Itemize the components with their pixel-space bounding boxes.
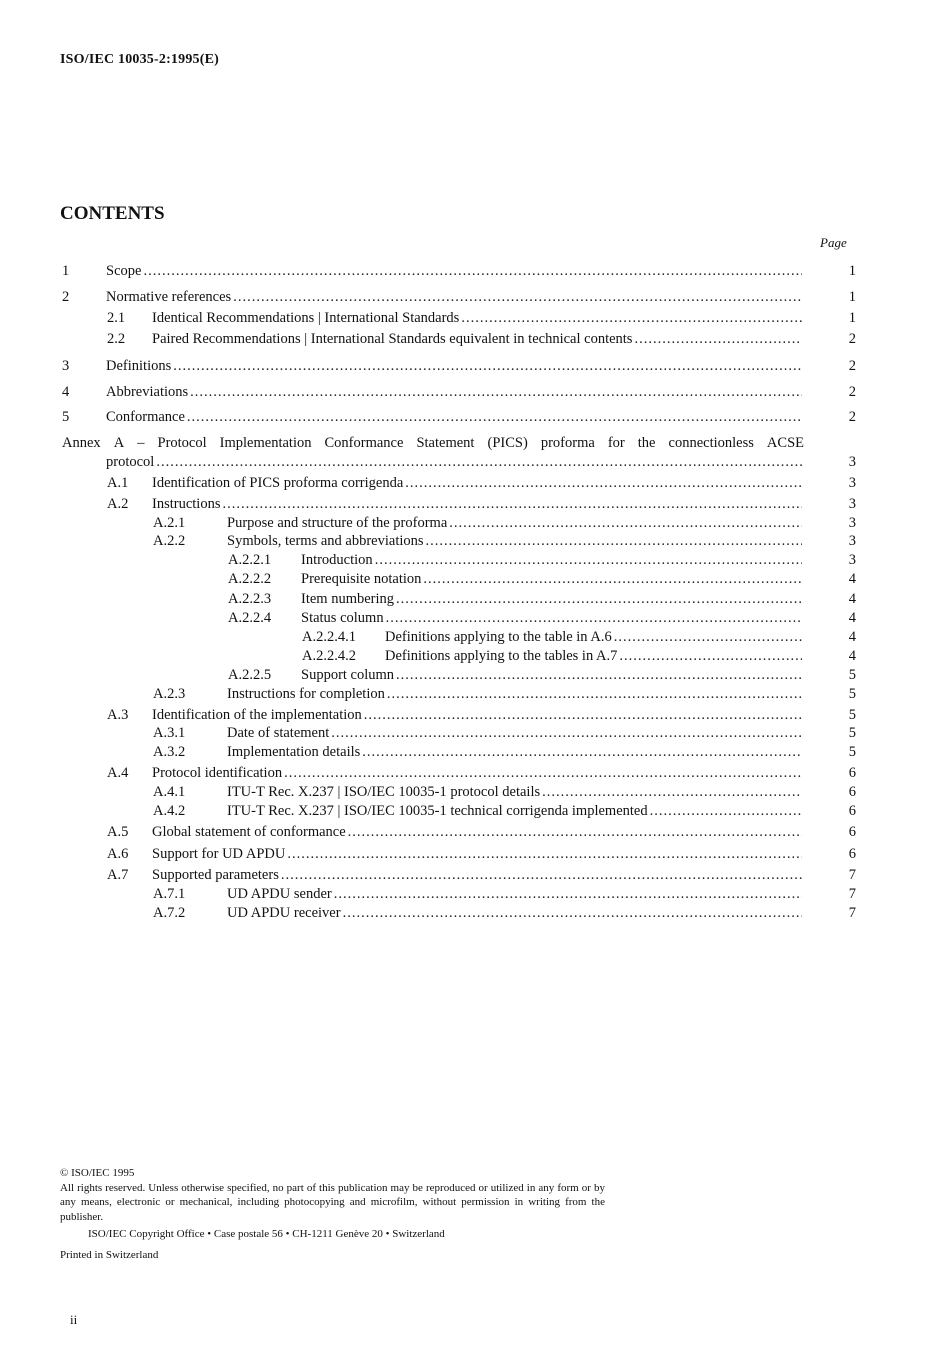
dot-leader (364, 706, 802, 725)
toc-entry-number: 3 (62, 358, 70, 374)
toc-entry[interactable] (0, 532, 950, 551)
toc-entry-page: 5 (848, 707, 856, 723)
toc-entry-title: Global statement of conformance (152, 824, 346, 840)
toc-entry-page: 6 (848, 803, 856, 819)
toc-entry-page: 6 (848, 765, 856, 781)
toc-entry[interactable] (0, 764, 950, 783)
toc-entry-number: 4 (62, 384, 70, 400)
document-id-header: ISO/IEC 10035-2:1995(E) (60, 52, 219, 67)
toc-entry-page: 1 (848, 289, 856, 305)
dot-leader (542, 783, 802, 802)
toc-entry-page: 3 (848, 552, 856, 568)
toc-entry-title: Definitions applying to the table in A.6 (385, 629, 612, 645)
dot-leader (348, 823, 802, 842)
toc-entry-title: Definitions applying to the tables in A.7 (385, 648, 618, 664)
toc-entry-page: 4 (848, 629, 856, 645)
dot-leader (331, 724, 802, 743)
dot-leader (614, 628, 802, 647)
toc-entry-number: A.3.2 (153, 744, 186, 760)
toc-entry[interactable] (0, 685, 950, 704)
toc-entry-title: ITU-T Rec. X.237 | ISO/IEC 10035-1 protocol details (227, 784, 541, 800)
toc-entry-title: Normative references (106, 289, 232, 305)
toc-entry-number: A.7.2 (153, 905, 186, 921)
toc-entry-title: Support for UD APDU (152, 846, 286, 862)
toc-entry-page: 7 (848, 867, 856, 883)
dot-leader (423, 570, 802, 589)
toc-entry[interactable] (0, 288, 950, 307)
dot-leader (449, 514, 802, 533)
toc-entry-page: 7 (848, 905, 856, 921)
toc-entry[interactable] (0, 802, 950, 821)
toc-entry-number: A.4.1 (153, 784, 186, 800)
toc-entry-number: A.4 (107, 765, 129, 781)
toc-entry-number: A.2.2.2 (228, 571, 272, 587)
toc-entry[interactable] (0, 783, 950, 802)
toc-entry[interactable] (0, 309, 950, 328)
toc-entry-title: Status column (301, 610, 384, 626)
toc-entry-title: UD APDU sender (227, 886, 332, 902)
toc-entry-number: A.2.2.5 (228, 667, 272, 683)
annex-heading-word: proforma (540, 435, 595, 451)
annex-heading-word: the (637, 435, 656, 451)
toc-entry-page: 2 (848, 331, 856, 347)
toc-entry-title: Paired Recommendations | International Standards equivalent in technical contents (152, 331, 633, 347)
toc-entry-number: A.2.2.1 (228, 552, 272, 568)
toc-entry-title: Purpose and structure of the proforma (227, 515, 448, 531)
toc-entry-number: A.7.1 (153, 886, 186, 902)
toc-entry-title: Definitions (106, 358, 172, 374)
toc-entry-title: Instructions (152, 496, 221, 512)
toc-entry-page: 6 (848, 824, 856, 840)
toc-entry-page: 4 (848, 571, 856, 587)
toc-entry-page: 5 (848, 667, 856, 683)
toc-entry-page: 4 (848, 591, 856, 607)
toc-entry-title: Identical Recommendations | International Standards (152, 310, 460, 326)
toc-entry-page: 4 (848, 610, 856, 626)
dot-leader (287, 845, 802, 864)
toc-entry-number: A.3.1 (153, 725, 186, 741)
toc-entry[interactable] (0, 570, 950, 589)
page-column-label: Page (820, 235, 847, 250)
toc-entry[interactable] (0, 474, 950, 493)
dot-leader (396, 590, 802, 609)
toc-entry-number: A.5 (107, 824, 129, 840)
dot-leader (634, 330, 802, 349)
dot-leader (619, 647, 802, 666)
toc-entry-title: Supported parameters (152, 867, 279, 883)
dot-leader (396, 666, 802, 685)
toc-entry-number: A.2.2.4 (228, 610, 272, 626)
toc-entry-title: Abbreviations (106, 384, 189, 400)
copyright-office-address: ISO/IEC Copyright Office • Case postale 56 • CH-1211 Genève 20 • Switzerland (88, 1228, 445, 1240)
toc-entry-number: A.2.1 (153, 515, 186, 531)
toc-entry-number: A.6 (107, 846, 129, 862)
toc-entry-page: 1 (848, 310, 856, 326)
toc-entry-page: 2 (848, 358, 856, 374)
dot-leader (173, 357, 802, 376)
toc-entry-number: 5 (62, 409, 70, 425)
contents-heading: CONTENTS (60, 203, 165, 224)
toc-entry-number: A.4.2 (153, 803, 186, 819)
dot-leader (387, 685, 802, 704)
toc-entry[interactable] (0, 514, 950, 533)
toc-entry[interactable] (0, 383, 950, 402)
toc-entry-title: Identification of PICS proforma corrigenda (152, 475, 404, 491)
dot-leader (405, 474, 802, 493)
toc-entry-title: Identification of the implementation (152, 707, 362, 723)
toc-entry[interactable] (0, 551, 950, 570)
toc-entry-page: 2 (848, 409, 856, 425)
toc-entry-page: 4 (848, 648, 856, 664)
toc-entry-title: ITU-T Rec. X.237 | ISO/IEC 10035-1 technical corrigenda implemented (227, 803, 648, 819)
toc-entry-number: A.7 (107, 867, 129, 883)
toc-entry-title: Prerequisite notation (301, 571, 422, 587)
toc-entry-page: 6 (848, 846, 856, 862)
toc-entry-number: A.3 (107, 707, 129, 723)
dot-leader (233, 288, 802, 307)
toc-entry[interactable] (0, 590, 950, 609)
toc-entry-page: 2 (848, 384, 856, 400)
dot-leader (650, 802, 802, 821)
toc-entry-number: 2.2 (107, 331, 126, 347)
dot-leader (461, 309, 802, 328)
toc-entry-page: 3 (848, 454, 856, 470)
toc-entry[interactable] (0, 724, 950, 743)
toc-entry-page: 3 (848, 475, 856, 491)
annex-heading-word: Protocol (157, 435, 207, 451)
toc-entry-title: Item numbering (301, 591, 395, 607)
dot-leader (281, 866, 802, 885)
annex-heading-word: – (137, 435, 145, 451)
dot-leader (426, 532, 802, 551)
annex-heading-word: Annex (62, 435, 101, 451)
dot-leader (343, 904, 802, 923)
toc-entry-page: 5 (848, 725, 856, 741)
toc-entry[interactable] (0, 453, 950, 472)
printed-in-line: Printed in Switzerland (60, 1249, 159, 1261)
annex-heading-word: A (113, 435, 125, 451)
toc-entry[interactable] (0, 823, 950, 842)
dot-leader (375, 551, 802, 570)
toc-entry-page: 3 (848, 515, 856, 531)
toc-entry-title: Support column (301, 667, 395, 683)
toc-entry-page: 5 (848, 744, 856, 760)
dot-leader (284, 764, 802, 783)
toc-entry[interactable] (0, 845, 950, 864)
toc-entry-number: A.2 (107, 496, 129, 512)
toc-entry[interactable] (0, 262, 950, 281)
toc-entry-number: 2 (62, 289, 70, 305)
dot-leader (334, 885, 802, 904)
dot-leader (362, 743, 802, 762)
dot-leader (222, 495, 802, 514)
annex-heading-word: connectionless (668, 435, 754, 451)
annex-heading-word: Implementation (219, 435, 312, 451)
toc-entry-title: Date of statement (227, 725, 330, 741)
annex-heading-word: Conformance (324, 435, 404, 451)
toc-entry-page: 1 (848, 263, 856, 279)
toc-entry-title: Instructions for completion (227, 686, 385, 702)
toc-entry[interactable] (0, 628, 950, 647)
dot-leader (156, 453, 802, 472)
rights-statement: All rights reserved. Unless otherwise specified, no part of this publication may be reproduced or utilized in any form or by any means, electronic or mechanical, including photocopying and microfilm, without permission in writing from the publisher. (60, 1181, 605, 1223)
dot-leader (143, 262, 802, 281)
toc-entry[interactable] (0, 495, 950, 514)
toc-entry-page: 3 (848, 496, 856, 512)
toc-entry[interactable] (0, 885, 950, 904)
toc-entry[interactable] (0, 609, 950, 628)
toc-entry-title: Symbols, terms and abbreviations (227, 533, 424, 549)
toc-entry[interactable] (0, 866, 950, 885)
toc-entry[interactable] (0, 706, 950, 725)
toc-entry[interactable] (0, 743, 950, 762)
toc-entry[interactable] (0, 408, 950, 427)
toc-entry-number: A.2.2.4.1 (302, 629, 356, 645)
toc-entry-number: A.1 (107, 475, 129, 491)
toc-entry-page: 6 (848, 784, 856, 800)
toc-entry-title: Protocol identification (152, 765, 283, 781)
copyright-line: © ISO/IEC 1995 (60, 1167, 135, 1179)
toc-entry-title: Scope (106, 263, 142, 279)
toc-entry-title: Conformance (106, 409, 185, 425)
annex-heading-word: (PICS) (487, 435, 528, 451)
dot-leader (386, 609, 802, 628)
annex-heading-word: ACSE (766, 435, 804, 451)
toc-entry-title: Introduction (301, 552, 373, 568)
toc-entry-page: 3 (848, 533, 856, 549)
toc-entry-number: A.2.3 (153, 686, 186, 702)
toc-entry[interactable] (0, 904, 950, 923)
toc-entry-number: A.2.2 (153, 533, 186, 549)
copyright-notice (60, 1166, 605, 1224)
toc-entry-number: 1 (62, 263, 70, 279)
toc-entry-number: 2.1 (107, 310, 126, 326)
toc-entry-page: 5 (848, 686, 856, 702)
toc-entry[interactable] (0, 357, 950, 376)
toc-entry[interactable] (0, 647, 950, 666)
toc-entry-title: UD APDU receiver (227, 905, 341, 921)
toc-entry-number: A.2.2.3 (228, 591, 272, 607)
toc-entry-page: 7 (848, 886, 856, 902)
toc-entry[interactable] (0, 666, 950, 685)
toc-entry[interactable] (0, 330, 950, 349)
dot-leader (190, 383, 802, 402)
dot-leader (187, 408, 802, 427)
page-number: ii (70, 1312, 78, 1327)
toc-entry-number: A.2.2.4.2 (302, 648, 356, 664)
toc-entry-title: Implementation details (227, 744, 361, 760)
annex-heading-word: Statement (416, 435, 475, 451)
annex-heading-word: for (607, 435, 625, 451)
toc-entry-title: protocol (106, 454, 155, 470)
